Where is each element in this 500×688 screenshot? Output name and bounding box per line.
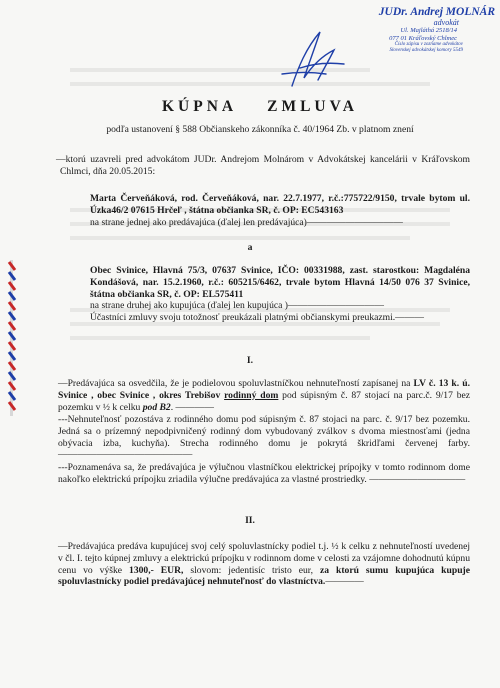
section-1-heading: I.: [246, 355, 254, 366]
identity-statement: Účastníci zmluvy svoju totožnosť preukázali platnými občianskymi preukazmi.———: [90, 312, 424, 323]
s2-p1-text-a: Predávajúca predáva kupujúcej svoj celý spoluvlastnícky podiel t.j. ½ k celku z nehnuteľností uvedenej v čl. I. tejto kúpnej zmluvy a elektrickú prípojku v rodinnom dome v celosti za vzájomne dohodnutú kúpnu cenu vo výške: [58, 541, 470, 576]
buyer-role: na strane druhej ako kupujúca (ďalej len kupujúca )——————————: [90, 300, 384, 311]
stamp-reg-line1: Číslo zápisu v zozname advokátov: [394, 42, 463, 47]
stamp-street: Ul. Majláthá 2518/14: [400, 27, 457, 34]
signature-icon: [262, 28, 362, 90]
stamp-city: 077 01 Kráľovský Chlmec: [389, 34, 457, 42]
s1-p2-text: Nehnuteľnosť pozostáva z rodinného domu pod súpisným č. 87 stojaci na parc. č. 9/17 bez pozemku. Jedná sa o prízemný nepodpivničený rodinný dom vybudovaný zválkov s dvoma miestnosťami (jedna obývacia izba, kuchyňa). Strecha rodinného domu je pokrytá škridľami červenej farby.: [58, 414, 470, 449]
seller-role: na strane jednej ako predávajúca (ďalej len predávajúca)——————————: [90, 217, 403, 228]
intro-paragraph: —ktorú uzavreli pred advokátom JUDr. Andrejom Molnárom v Advokátskej kancelárii v Kráľovskom Chlmci, dňa 20.05.2015:: [56, 154, 470, 177]
s1-p1-underline: rodinný dom: [224, 389, 279, 401]
s2-p1-text-b: slovom: jedentisíc tristo eur,: [183, 564, 320, 576]
seller-role-text: na strane jednej ako predávajúca (ďalej len predávajúca): [90, 217, 307, 228]
s1-p1-bold: LV č. 13 k. ú. Svinice , obec Svinice , okres Trebišov: [58, 378, 470, 401]
identity-text: Účastníci zmluvy svoju totožnosť preukázali platnými občianskymi preukazmi.: [90, 312, 396, 323]
stamp-role: advokát: [433, 18, 459, 27]
s2-p1-price: 1300,- EUR,: [129, 564, 184, 576]
s1-p1-text-b: pod súpisným č. 87 stojací na parc.č. 9/17 bez pozemku v ½ k celku: [58, 389, 471, 413]
s2-p1-bold: za ktorú sumu kupujúca kupuje spoluvlastnícky podiel predávajúcej nehnuteľnosť do vlastníctva.: [58, 564, 470, 588]
buyer-role-text: na strane druhej ako kupujúca (ďalej len kupujúca ): [90, 300, 289, 311]
title-word-2: ZMLUVA: [267, 98, 358, 115]
section-1-paragraph-1: —Predávajúca sa osvedčila, že je podielovou spoluvlastníčkou nehnuteľností zapísanej na LV č. 13 k. ú. Svinice , obec Svinice , okres Trebišov rodinný dom pod súpisným č. 87 stojací na parc.č. 9/17 bez pozemku v ½ k celku pod B2. ————: [58, 378, 471, 413]
document-title: [0, 98, 500, 116]
subtitle: podľa ustanovení § 588 Občianskeho zákonníka č. 40/1964 Zb. v platnom znení: [106, 124, 414, 135]
stamp-name: JUDr. Andrej MOLNÁR: [378, 6, 495, 18]
section-2-paragraph-1: —Predávajúca predáva kupujúcej svoj celý spoluvlastnícky podiel t.j. ½ k celku z nehnuteľností uvedenej v čl. I. tejto kúpnej zmluvy a elektrickú prípojku v rodinnom dome v celosti za vzájomne dohodnutú kúpnu cenu vo výške 1300,- EUR, slovom: jedentisíc tristo eur, za ktorú sumu kupujúca kupuje spoluvlastnícky podiel predávajúcej nehnuteľnosť do vlastníctva.————: [58, 541, 470, 588]
s1-p3-text: Poznamenáva sa, že predávajúca je výlučnou vlastníčkou elektrickej prípojky v tomto rodinnom dome nakoľko elektrickú prípojku zriadila výlučne predávajúca za vlastné prostriedky.: [58, 462, 470, 485]
s1-p1-italic: pod B2: [142, 401, 171, 413]
s1-p1-text-a: Predávajúca sa osvedčila, že je podielovou spoluvlastníčkou nehnuteľností zapísanej na: [67, 378, 414, 389]
title-word-1: KÚPNA: [162, 98, 238, 115]
seller-details: Marta Červeňáková, rod. Červeňáková, nar. 22.7.1977, r.č.:775722/9150, trvale bytom ul. Úzka46/2 07615 Hrčeľ , štátna občianka SR, č. OP: EC543163: [90, 193, 470, 216]
section-1-paragraph-3: ---Poznamenáva sa, že predávajúca je výlučnou vlastníčkou elektrickej prípojky v tomto rodinnom dome nakoľko elektrickú prípojku zriadila výlučne predávajúca za vlastné prostriedky. ——————————: [58, 462, 470, 485]
buyer-details: Obec Svinice, Hlavná 75/3, 07637 Svinice, IČO: 00331988, zast. starostkou: Magdaléna Kondášová, nar. 15.2.1960, r.č.: 605215/6462, trvale bytom Hlavná 14/50 076 37 Svinice, štátna občianka SR, č. OP: EL575411: [90, 265, 470, 300]
conjunction-a: a: [247, 242, 253, 253]
intro-text: ktorú uzavreli pred advokátom JUDr. Andrejom Molnárom v Advokátskej kancelárii v Kráľovskom Chlmci, dňa 20.05.2015:: [60, 154, 470, 177]
section-1-paragraph-2: ---Nehnuteľnosť pozostáva z rodinného domu pod súpisným č. 87 stojaci na parc. č. 9/17 bez pozemku. Jedná sa o prízemný nepodpivničený rodinný dom vybudovaný zválkov s dvoma miestnosťami (jedna obývacia izba, kuchyňa). Strecha rodinného domu je pokrytá škridľami červenej farby. ——————————————: [58, 414, 470, 461]
section-2-heading: II.: [245, 515, 255, 526]
binding-ribbon: [6, 258, 18, 418]
stamp-reg-line2: Slovenskej advokátskej komory 5549: [389, 48, 463, 53]
